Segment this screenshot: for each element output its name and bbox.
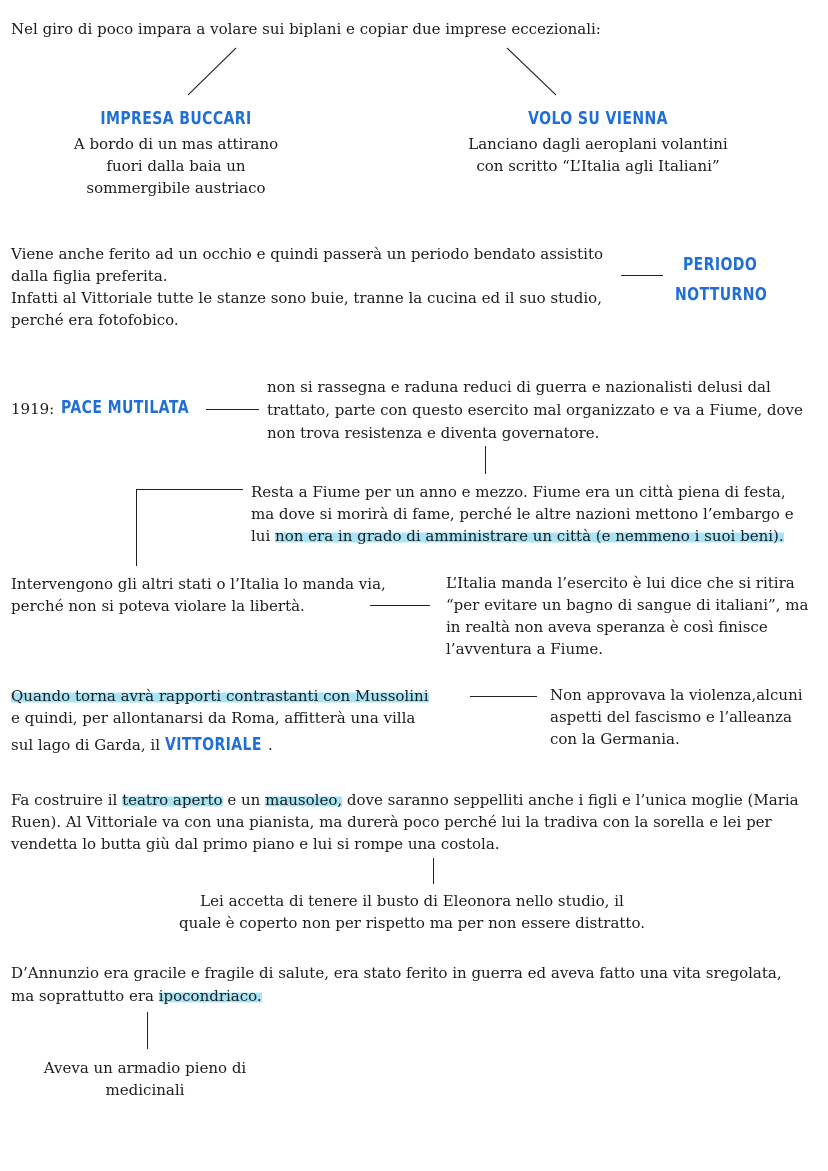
connector-line: [136, 489, 243, 490]
impresa-buccari-line: A bordo di un mas attirano: [73, 135, 279, 153]
heading-volo-su-vienna: VOLO SU VIENNA: [528, 108, 668, 129]
heading-periodo: PERIODO: [683, 254, 758, 275]
connector-line-vienna: [507, 48, 556, 95]
connector-line: [433, 858, 434, 884]
intro-text: Nel giro di poco impara a volare sui biplani e copiar due imprese eccezionali:: [11, 20, 601, 38]
esercito-line: l’avventura a Fiume.: [446, 640, 604, 658]
fiume-line: Resta a Fiume per un anno e mezzo. Fiume era un città piena di festa,: [251, 483, 786, 501]
highlighted-text: mausoleo,: [265, 791, 343, 809]
intervengono-line: Intervengono gli altri stati o l’Italia lo manda via,: [11, 575, 386, 593]
connector-line: [370, 605, 430, 606]
pace-line: non si rassegna e raduna reduci di guerra e nazionalisti delusi dal: [267, 378, 771, 396]
violenza-line: con la Germania.: [550, 730, 680, 748]
volo-vienna-line: Lanciano dagli aeroplani volantini: [468, 135, 728, 153]
pace-line: trattato, parte con questo esercito mal organizzato e va a Fiume, dove: [267, 401, 803, 419]
impresa-buccari-line: sommergibile austriaco: [86, 179, 266, 197]
armadio-line: Aveva un armadio pieno di: [43, 1059, 247, 1077]
mussolini-line: [11, 685, 429, 708]
highlighted-text: Quando torna avrà rapporti contrastanti con Mussolini: [11, 687, 429, 705]
esercito-line: “per evitare un bagno di sangue di italiani”, ma: [446, 596, 809, 614]
year-label: 1919:: [11, 400, 55, 418]
volo-vienna-line: con scritto “L’Italia agli Italiani”: [476, 157, 720, 175]
connector-line: [206, 409, 259, 410]
impresa-buccari-line: fuori dalla baia un: [106, 157, 246, 175]
mussolini-line-text: sul lago di Garda, il: [11, 736, 165, 754]
teatro-line-text: dove saranno seppelliti anche i figli e l’unica moglie (Maria: [342, 791, 799, 809]
fiume-line-text: lui: [251, 527, 276, 545]
fiume-line: ma dove si morirà di fame, perché le altre nazioni mettono l’embargo e: [251, 505, 794, 523]
teatro-line-text: Fa costruire il: [11, 791, 123, 809]
salute-line: D’Annunzio era gracile e fragile di salute, era stato ferito in guerra ed aveva fatto una vita sregolata,: [11, 964, 782, 982]
highlighted-text: ipocondriaco.: [158, 987, 262, 1005]
fiume-line: [251, 525, 784, 548]
armadio-line: medicinali: [105, 1081, 185, 1099]
ferito-line: perché era fotofobico.: [11, 311, 179, 329]
ferito-line: Infatti al Vittoriale tutte le stanze sono buie, tranne la cucina ed il suo studio,: [11, 289, 602, 307]
ferito-line: Viene anche ferito ad un occhio e quindi passerà un periodo bendato assistito: [11, 245, 604, 263]
pace-line: non trova resistenza e diventa governatore.: [267, 424, 600, 442]
heading-pace-mutilata: PACE MUTILATA: [61, 397, 189, 418]
highlighted-text: non era in grado di amministrare un città (e nemmeno i suoi beni).: [275, 527, 784, 545]
eleonora-line: quale è coperto non per rispetto ma per non essere distratto.: [178, 914, 645, 932]
mussolini-line: [11, 733, 273, 757]
ferito-line: dalla figlia preferita.: [11, 267, 168, 285]
intervengono-line: perché non si poteva violare la libertà.: [11, 597, 305, 615]
salute-line-text: ma soprattutto era: [11, 987, 159, 1005]
heading-vittoriale: VITTORIALE: [164, 734, 262, 755]
connector-line: [147, 1012, 148, 1049]
connector-line-buccari: [188, 48, 236, 95]
heading-impresa-buccari: IMPRESA BUCCARI: [100, 108, 252, 129]
connector-line: [485, 446, 486, 474]
teatro-line: Ruen). Al Vittoriale va con una pianista, ma durerà poco perché lui la tradiva con la sorella e lei per: [11, 813, 772, 831]
connector-line: [621, 275, 663, 276]
teatro-line: vendetta lo butta giù dal primo piano e lui si rompe una costola.: [11, 835, 500, 853]
mussolini-line: e quindi, per allontanarsi da Roma, affitterà una villa: [11, 709, 416, 727]
esercito-line: L’Italia manda l’esercito è lui dice che si ritira: [446, 574, 795, 592]
violenza-line: aspetti del fascismo e l’alleanza: [550, 708, 792, 726]
violenza-line: Non approvava la violenza,alcuni: [550, 686, 803, 704]
connector-line: [470, 696, 537, 697]
teatro-line-text: e un: [222, 791, 266, 809]
salute-line: [11, 985, 262, 1008]
highlighted-text: teatro aperto: [122, 791, 223, 809]
connector-line: [136, 489, 137, 566]
eleonora-line: Lei accetta di tenere il busto di Eleonora nello studio, il: [200, 892, 624, 910]
mussolini-line-text: .: [267, 736, 273, 754]
esercito-line: in realtà non aveva speranza è così finisce: [446, 618, 768, 636]
teatro-line: [11, 789, 799, 812]
heading-notturno: NOTTURNO: [675, 284, 768, 305]
